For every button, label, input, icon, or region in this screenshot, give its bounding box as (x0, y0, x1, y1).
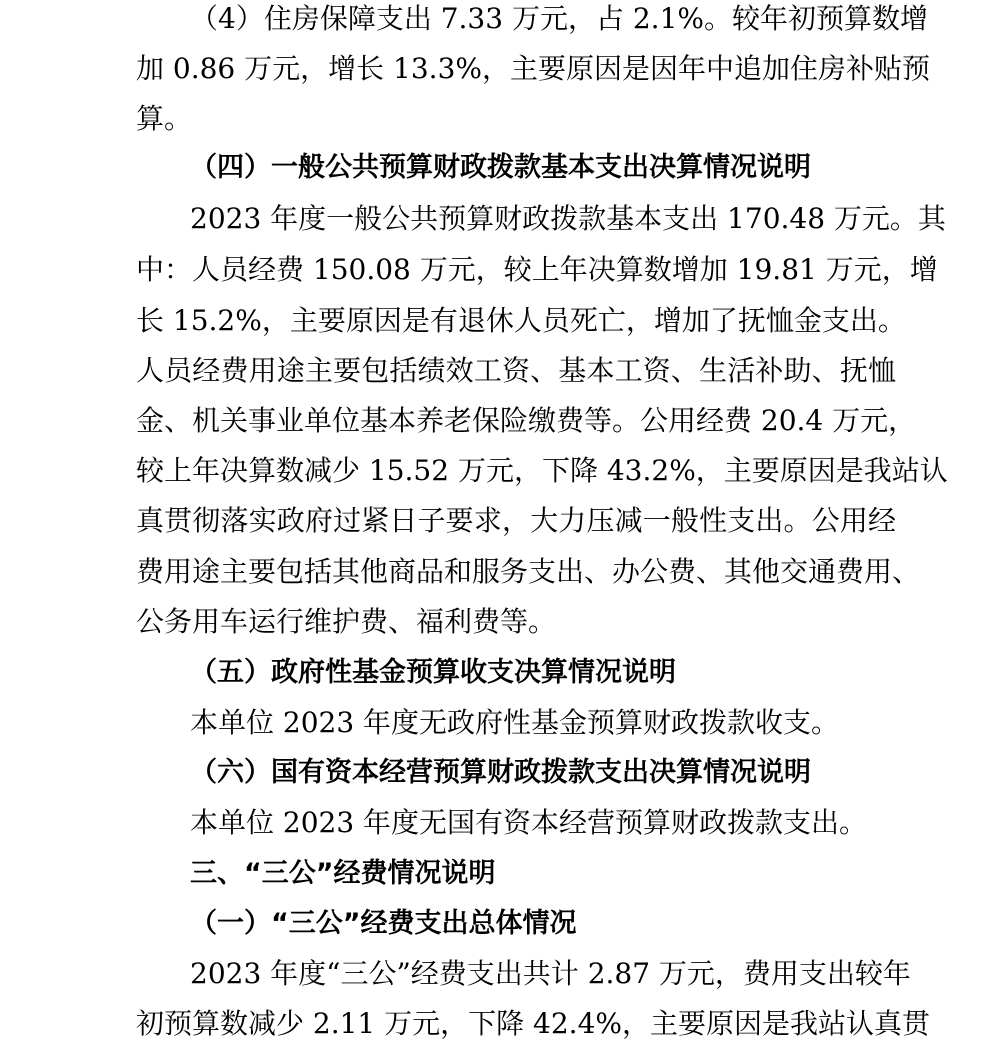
paragraph-line: 金、机关事业单位基本养老保险缴费等。公用经费 20.4 万元， (136, 404, 917, 437)
paragraph-line: 费用途主要包括其他商品和服务支出、办公费、其他交通费用、 (136, 555, 921, 588)
paragraph-line: （4）住房保障支出 7.33 万元，占 2.1%。较年初预算数增 (190, 2, 928, 35)
paragraph-line: 加 0.86 万元，增长 13.3%，主要原因是因年中追加住房补贴预 (136, 52, 930, 85)
section-heading: （一）“三公”经费支出总体情况 (190, 908, 577, 939)
paragraph-line: 长 15.2%，主要原因是有退休人员死亡，增加了抚恤金支出。 (136, 304, 906, 337)
paragraph-line: 初预算数减少 2.11 万元，下降 42.4%，主要原因是我站认真贯 (136, 1007, 930, 1040)
paragraph-line: 2023 年度一般公共预算财政拨款基本支出 170.48 万元。其 (190, 202, 946, 235)
section-heading: （四）一般公共预算财政拨款基本支出决算情况说明 (190, 152, 811, 183)
chapter-heading: 三、“三公”经费情况说明 (190, 858, 496, 889)
section-heading: （六）国有资本经营预算财政拨款支出决算情况说明 (190, 757, 811, 788)
paragraph-line: 人员经费用途主要包括绩效工资、基本工资、生活补助、抚恤 (136, 354, 896, 387)
paragraph-line: 算。 (136, 102, 193, 135)
paragraph-line: 较上年决算数减少 15.52 万元，下降 43.2%，主要原因是我站认 (136, 454, 948, 487)
section-heading: （五）政府性基金预算收支决算情况说明 (190, 657, 676, 688)
paragraph-line: 中：人员经费 150.08 万元，较上年决算数增加 19.81 万元，增 (136, 253, 938, 286)
paragraph-line: 本单位 2023 年度无政府性基金预算财政拨款收支。 (190, 706, 840, 739)
paragraph-line: 2023 年度“三公”经费支出共计 2.87 万元，费用支出较年 (190, 957, 911, 990)
paragraph-line: 公务用车运行维护费、福利费等。 (136, 605, 557, 638)
paragraph-line: 真贯彻落实政府过紧日子要求，大力压减一般性支出。公用经 (136, 504, 896, 537)
paragraph-line: 本单位 2023 年度无国有资本经营预算财政拨款支出。 (190, 806, 868, 839)
